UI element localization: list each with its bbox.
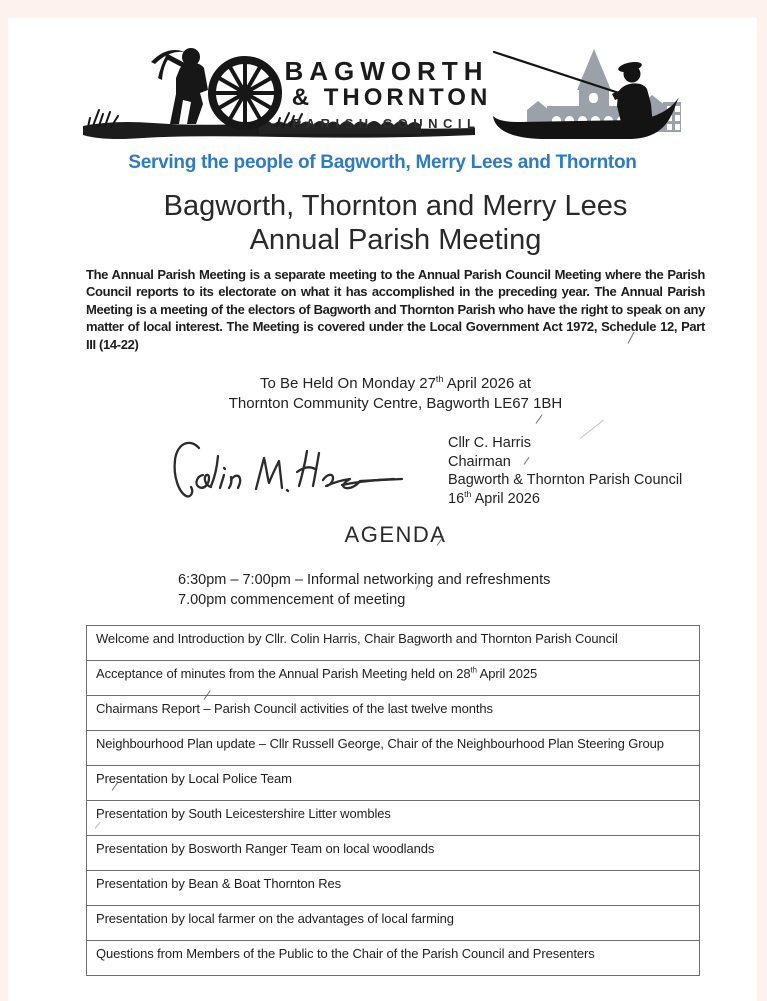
agenda-item-text: Presentation by Bean & Boat Thornton Res [87,871,700,906]
parish-council-logo [83,44,683,142]
agenda-item-text: Questions from Members of the Public to the Chair of the Parish Council and Presenters [87,941,700,976]
handwritten-signature [168,431,406,505]
table-row [87,696,700,731]
held-line-2: Thornton Community Centre, Bagworth LE67 1BH [228,394,563,412]
logo-line-parish-council: PARISH COUNCIL [292,116,481,131]
agenda-item-text: Presentation by Local Police Team [87,766,700,801]
signatory-role: Chairman [448,453,511,470]
agenda-item-text: Presentation by South Leicestershire Litter wombles [87,801,700,836]
agenda-heading: AGENDA [344,522,447,548]
agenda-item-text: Welcome and Introduction by Cllr. Colin Harris, Chair Bagworth and Thornton Parish Council [87,626,700,661]
table-row [87,836,700,871]
signatory-name: Cllr C. Harris [448,435,531,452]
agenda-item-text: Presentation by local farmer on the advantages of local farming [87,906,700,941]
agenda-time-2: 7.00pm commencement of meeting [178,591,406,608]
document-page [8,18,757,1001]
signatory-details [448,431,682,508]
agenda-time-1: 6:30pm – 7:00pm – Informal networking and refreshments [178,572,551,589]
meeting-held-notice [86,374,705,413]
title-line-2: Annual Parish Meeting [249,224,542,256]
page-title [86,189,705,257]
table-row [87,906,700,941]
title-line-1: Bagworth, Thornton and Merry Lees [163,190,628,222]
agenda-table [86,625,700,976]
agenda-item-text: Acceptance of minutes from the Annual Parish Meeting held on 28th April 2025 [87,661,700,696]
agenda-item-text: Neighbourhood Plan update – Cllr Russell George, Chair of the Neighbourhood Plan Steering Group [87,731,700,766]
agenda-times [86,571,705,610]
logo-line-bagworth: BAGWORTH [284,56,489,86]
agenda-item-text: Chairmans Report – Parish Council activities of the last twelve months [87,696,700,731]
table-row [87,661,700,696]
agenda-table-body [87,626,700,976]
signature-block [86,431,705,508]
table-row [87,801,700,836]
intro-paragraph: The Annual Parish Meeting is a separate meeting to the Annual Parish Council Meeting where the Parish Council reports to its electorate on what it has accomplished in the preceding year. The Annual Parish Meeting is a meeting of the electors of Bagworth and Thornton Parish who have the right to speak on any matter of local interest. The Meeting is covered under the Local Government Act 1972, Schedule 12, Part III (14-22) [86,267,705,352]
logo-text [259,58,515,130]
table-row [87,731,700,766]
table-row [87,871,700,906]
signatory-org: Bagworth & Thornton Parish Council [448,472,683,489]
table-row [87,941,700,976]
document-body [8,189,757,976]
church-fisherman-icon [491,44,683,144]
logo-line-thornton: & THORNTON [291,84,492,111]
table-row [87,766,700,801]
agenda-item-text: Presentation by Bosworth Ranger Team on local woodlands [87,836,700,871]
tagline: Serving the people of Bagworth, Merry Lees and Thornton [128,152,637,173]
table-row [87,626,700,661]
held-line-1: To Be Held On Monday 27th April 2026 at [259,374,531,393]
signatory-date: 16th April 2026 [448,488,540,507]
